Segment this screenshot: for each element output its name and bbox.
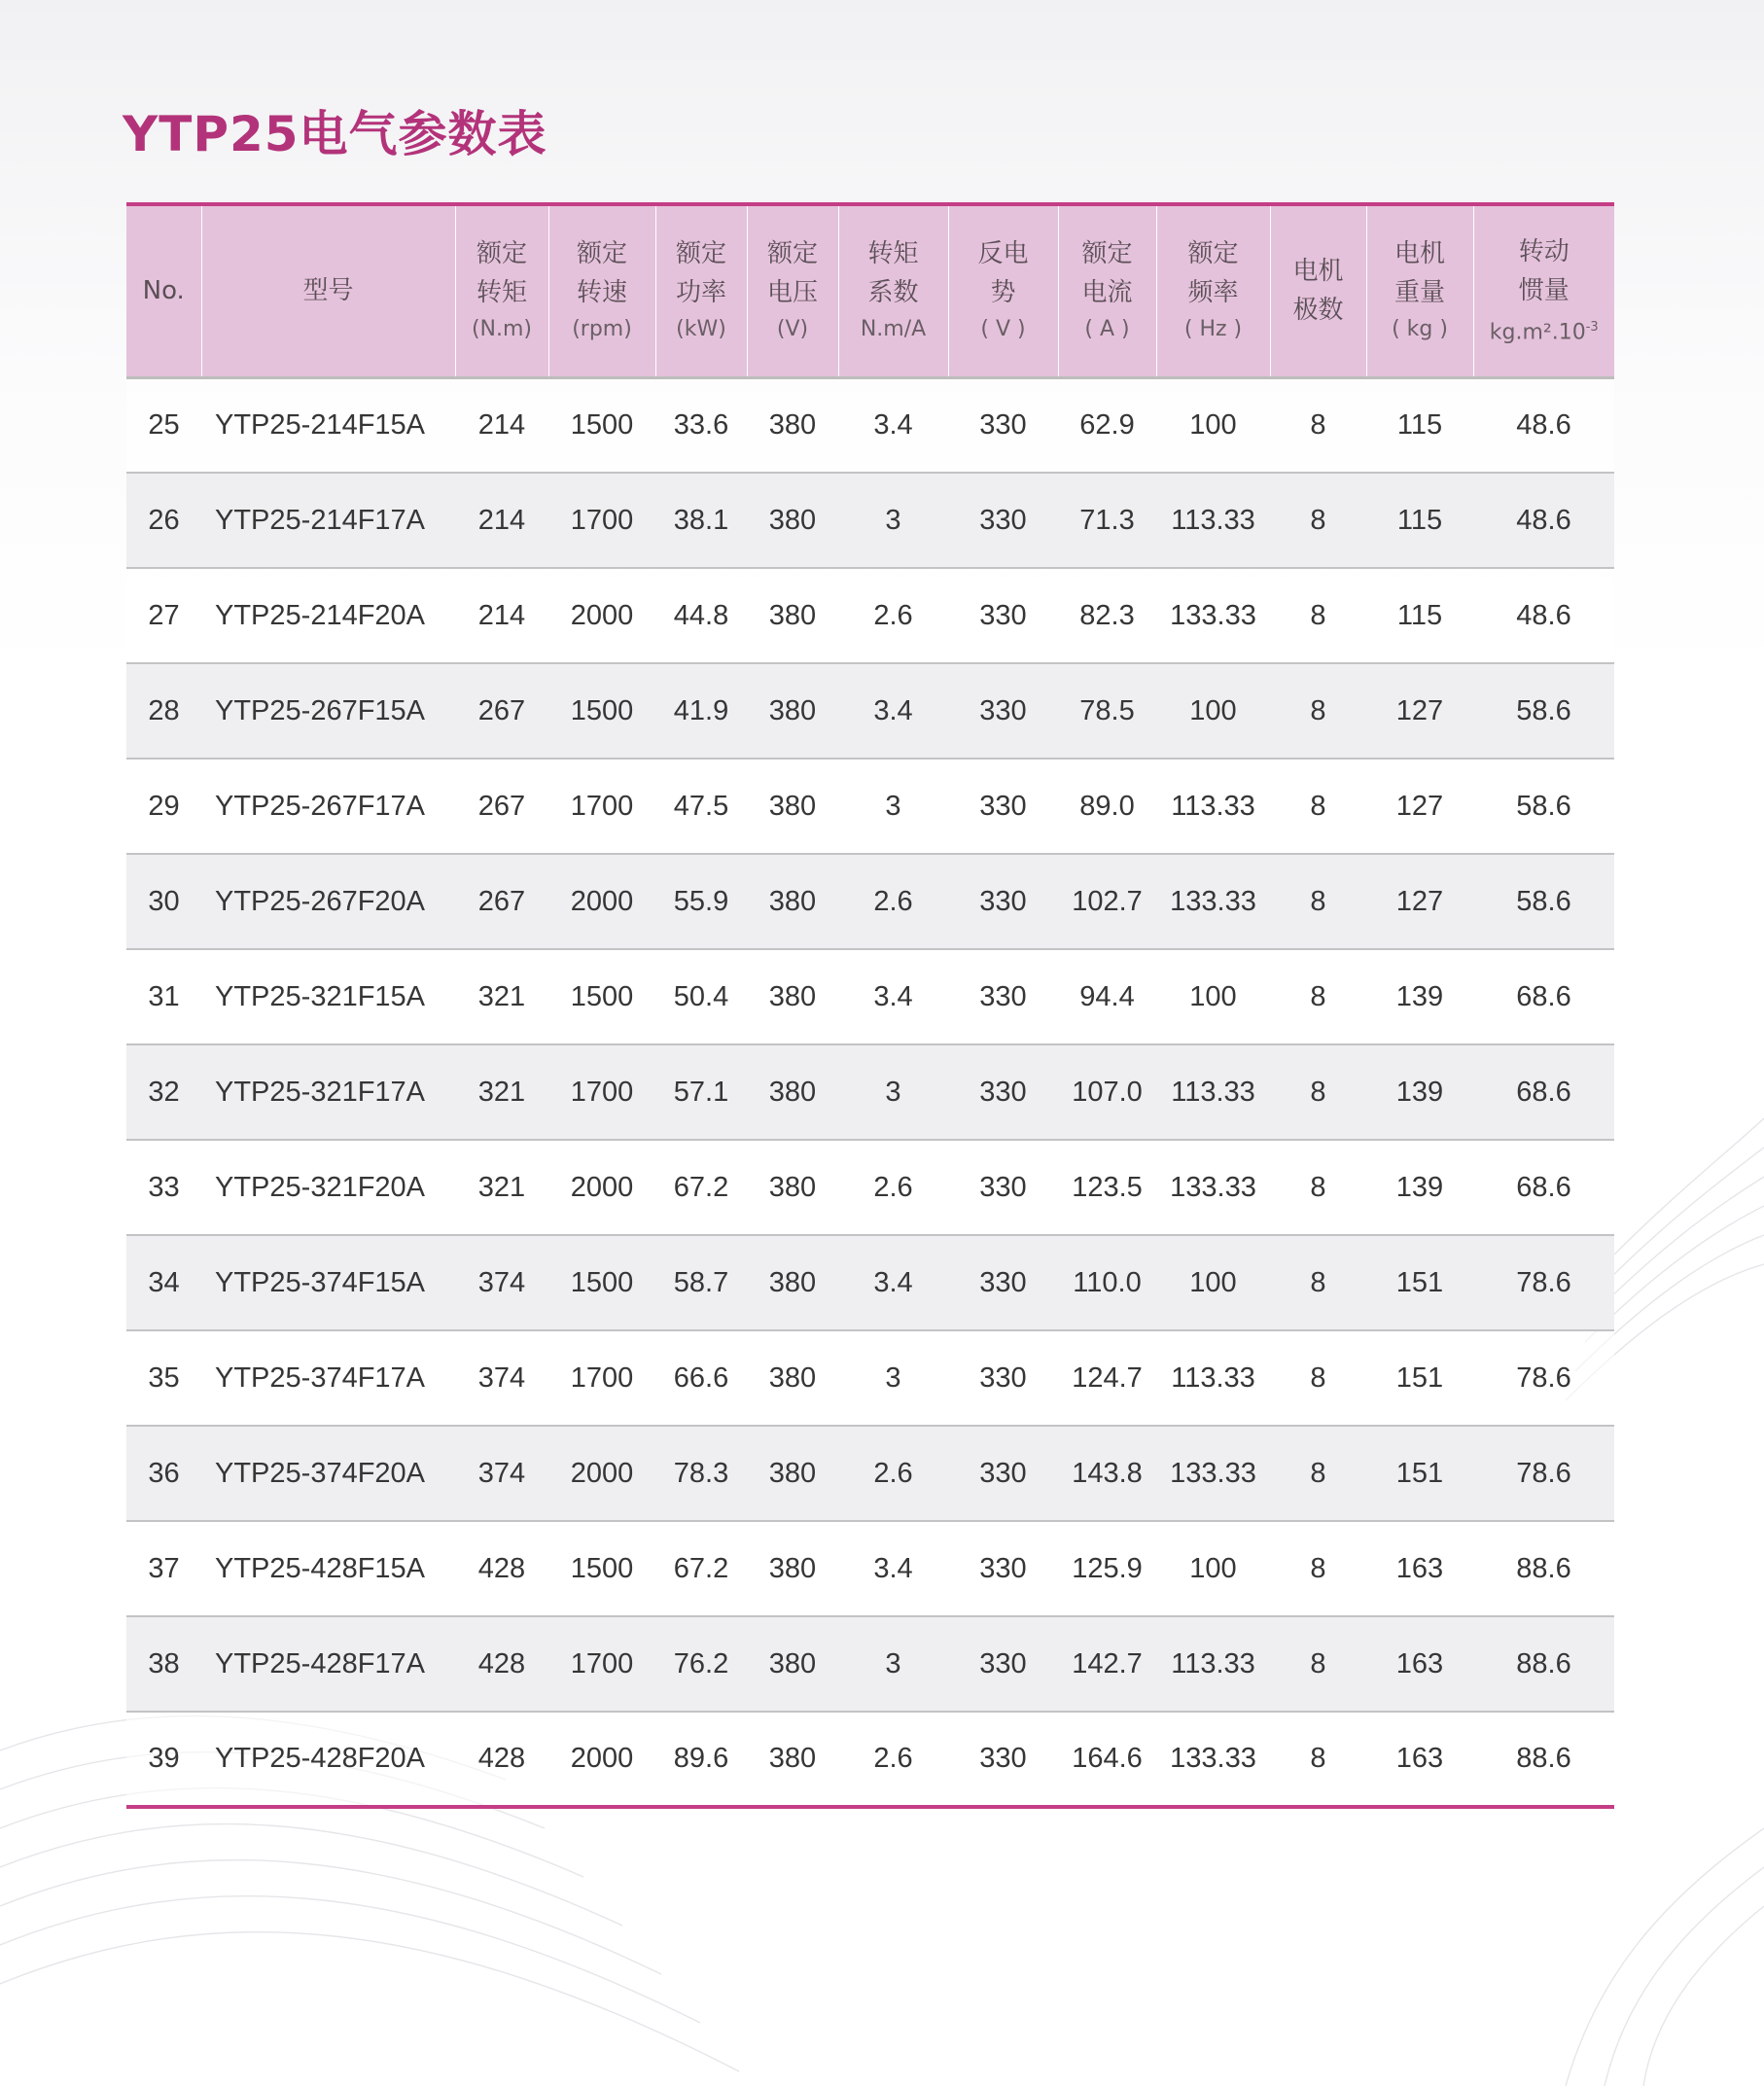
column-header-unit bbox=[456, 312, 548, 347]
cell-no: 39 bbox=[126, 1712, 201, 1807]
column-header-unit bbox=[1367, 312, 1473, 347]
cell-rated-torque: 428 bbox=[455, 1712, 548, 1807]
column-header-label: 系数 bbox=[867, 278, 919, 308]
column-header-label: 频率 bbox=[1187, 278, 1239, 308]
table-row bbox=[126, 568, 1614, 663]
unit-text: kg.m².10 bbox=[1489, 319, 1586, 344]
cell-rated-power: 67.2 bbox=[655, 1140, 747, 1235]
column-header-pole-count bbox=[1270, 204, 1366, 377]
cell-rated-power: 67.2 bbox=[655, 1521, 747, 1616]
cell-rated-current: 89.0 bbox=[1058, 759, 1156, 854]
cell-torque-coefficient: 2.6 bbox=[838, 1712, 948, 1807]
cell-rated-voltage: 380 bbox=[747, 377, 838, 473]
cell-pole-count: 8 bbox=[1270, 854, 1366, 949]
table-row bbox=[126, 473, 1614, 568]
cell-rated-speed: 2000 bbox=[548, 854, 655, 949]
table-header bbox=[126, 204, 1614, 377]
column-header-label: 电压 bbox=[766, 278, 818, 308]
cell-rotor-inertia: 88.6 bbox=[1473, 1521, 1614, 1616]
column-header-torque-coefficient bbox=[838, 204, 948, 377]
cell-back-emf: 330 bbox=[948, 1330, 1058, 1426]
unit-text: ( A ) bbox=[1084, 317, 1130, 342]
cell-pole-count: 8 bbox=[1270, 1712, 1366, 1807]
cell-pole-count: 8 bbox=[1270, 1426, 1366, 1521]
column-header-unit bbox=[1474, 310, 1615, 350]
cell-no: 38 bbox=[126, 1616, 201, 1712]
cell-no: 26 bbox=[126, 473, 201, 568]
cell-back-emf: 330 bbox=[948, 1426, 1058, 1521]
column-header-motor-weight bbox=[1366, 204, 1473, 377]
column-header-unit bbox=[839, 312, 948, 347]
cell-rated-power: 66.6 bbox=[655, 1330, 747, 1426]
cell-rated-frequency: 100 bbox=[1156, 949, 1270, 1044]
cell-rated-torque: 321 bbox=[455, 1044, 548, 1140]
cell-rated-current: 94.4 bbox=[1058, 949, 1156, 1044]
cell-back-emf: 330 bbox=[948, 473, 1058, 568]
cell-no: 31 bbox=[126, 949, 201, 1044]
cell-rated-power: 33.6 bbox=[655, 377, 747, 473]
cell-rated-frequency: 100 bbox=[1156, 377, 1270, 473]
column-header-back-emf bbox=[948, 204, 1058, 377]
cell-rated-torque: 267 bbox=[455, 663, 548, 759]
column-header-rated-frequency bbox=[1156, 204, 1270, 377]
page-title: YTP25电气参数表 bbox=[123, 106, 547, 162]
cell-rated-current: 62.9 bbox=[1058, 377, 1156, 473]
cell-no: 28 bbox=[126, 663, 201, 759]
unit-text: (rpm) bbox=[572, 317, 632, 342]
cell-rated-speed: 1700 bbox=[548, 1044, 655, 1140]
table-row bbox=[126, 759, 1614, 854]
cell-rated-voltage: 380 bbox=[747, 568, 838, 663]
cell-rated-voltage: 380 bbox=[747, 949, 838, 1044]
cell-pole-count: 8 bbox=[1270, 949, 1366, 1044]
cell-rated-speed: 1500 bbox=[548, 1521, 655, 1616]
cell-rated-frequency: 133.33 bbox=[1156, 1712, 1270, 1807]
cell-rotor-inertia: 58.6 bbox=[1473, 759, 1614, 854]
cell-rated-frequency: 133.33 bbox=[1156, 568, 1270, 663]
cell-rated-torque: 321 bbox=[455, 1140, 548, 1235]
table-row bbox=[126, 1616, 1614, 1712]
cell-no: 29 bbox=[126, 759, 201, 854]
cell-rated-frequency: 113.33 bbox=[1156, 473, 1270, 568]
cell-rated-speed: 2000 bbox=[548, 1712, 655, 1807]
cell-rated-current: 71.3 bbox=[1058, 473, 1156, 568]
cell-rated-current: 102.7 bbox=[1058, 854, 1156, 949]
cell-model: YTP25-214F15A bbox=[201, 377, 455, 473]
table-row bbox=[126, 1426, 1614, 1521]
cell-no: 35 bbox=[126, 1330, 201, 1426]
column-header-rated-torque bbox=[455, 204, 548, 377]
cell-rated-voltage: 380 bbox=[747, 854, 838, 949]
cell-rated-voltage: 380 bbox=[747, 1140, 838, 1235]
cell-motor-weight: 163 bbox=[1366, 1712, 1473, 1807]
cell-torque-coefficient: 3.4 bbox=[838, 1235, 948, 1330]
cell-rated-voltage: 380 bbox=[747, 663, 838, 759]
column-header-unit bbox=[656, 312, 747, 347]
table-row bbox=[126, 1140, 1614, 1235]
cell-pole-count: 8 bbox=[1270, 473, 1366, 568]
cell-rated-current: 164.6 bbox=[1058, 1712, 1156, 1807]
column-header-label: 电机 bbox=[1292, 257, 1344, 287]
cell-rated-power: 41.9 bbox=[655, 663, 747, 759]
cell-rated-torque: 428 bbox=[455, 1521, 548, 1616]
cell-back-emf: 330 bbox=[948, 949, 1058, 1044]
column-header-rated-current bbox=[1058, 204, 1156, 377]
cell-rated-voltage: 380 bbox=[747, 1044, 838, 1140]
cell-motor-weight: 127 bbox=[1366, 854, 1473, 949]
table-row bbox=[126, 1235, 1614, 1330]
cell-motor-weight: 163 bbox=[1366, 1616, 1473, 1712]
cell-no: 27 bbox=[126, 568, 201, 663]
cell-pole-count: 8 bbox=[1270, 568, 1366, 663]
cell-rated-speed: 1700 bbox=[548, 473, 655, 568]
unit-text: (V) bbox=[776, 317, 809, 342]
column-header-label: 额定 bbox=[476, 239, 527, 269]
cell-motor-weight: 127 bbox=[1366, 663, 1473, 759]
table-row bbox=[126, 1712, 1614, 1807]
cell-motor-weight: 139 bbox=[1366, 949, 1473, 1044]
column-header-label: 额定 bbox=[1187, 239, 1239, 269]
column-header-label: 反电 bbox=[977, 239, 1029, 269]
table-row bbox=[126, 1044, 1614, 1140]
cell-rated-frequency: 133.33 bbox=[1156, 1426, 1270, 1521]
cell-rated-frequency: 133.33 bbox=[1156, 854, 1270, 949]
unit-exponent: -3 bbox=[1585, 319, 1599, 335]
column-header-label: 功率 bbox=[675, 278, 726, 308]
cell-rated-torque: 374 bbox=[455, 1426, 548, 1521]
table-row bbox=[126, 854, 1614, 949]
cell-pole-count: 8 bbox=[1270, 663, 1366, 759]
cell-torque-coefficient: 2.6 bbox=[838, 854, 948, 949]
cell-model: YTP25-267F15A bbox=[201, 663, 455, 759]
cell-back-emf: 330 bbox=[948, 1235, 1058, 1330]
cell-rated-speed: 1500 bbox=[548, 1235, 655, 1330]
cell-rated-current: 124.7 bbox=[1058, 1330, 1156, 1426]
cell-no: 32 bbox=[126, 1044, 201, 1140]
column-header-unit bbox=[748, 312, 838, 347]
cell-rated-frequency: 113.33 bbox=[1156, 1330, 1270, 1426]
cell-rated-frequency: 133.33 bbox=[1156, 1140, 1270, 1235]
cell-rated-current: 110.0 bbox=[1058, 1235, 1156, 1330]
cell-torque-coefficient: 3.4 bbox=[838, 1521, 948, 1616]
column-header-unit bbox=[949, 312, 1058, 347]
cell-model: YTP25-214F17A bbox=[201, 473, 455, 568]
cell-torque-coefficient: 3.4 bbox=[838, 663, 948, 759]
cell-rated-power: 47.5 bbox=[655, 759, 747, 854]
column-header-label: 电流 bbox=[1081, 278, 1133, 308]
cell-rated-torque: 374 bbox=[455, 1330, 548, 1426]
cell-rotor-inertia: 48.6 bbox=[1473, 473, 1614, 568]
cell-no: 34 bbox=[126, 1235, 201, 1330]
cell-rated-current: 78.5 bbox=[1058, 663, 1156, 759]
unit-text: N.m/A bbox=[860, 317, 927, 342]
cell-motor-weight: 115 bbox=[1366, 568, 1473, 663]
unit-text: (N.m) bbox=[471, 317, 533, 342]
cell-rated-power: 44.8 bbox=[655, 568, 747, 663]
column-header-label: 额定 bbox=[675, 239, 726, 269]
cell-rotor-inertia: 58.6 bbox=[1473, 854, 1614, 949]
table-row bbox=[126, 1330, 1614, 1426]
cell-back-emf: 330 bbox=[948, 1616, 1058, 1712]
table-row bbox=[126, 377, 1614, 473]
cell-rated-speed: 1500 bbox=[548, 949, 655, 1044]
cell-rated-torque: 374 bbox=[455, 1235, 548, 1330]
column-header-model bbox=[201, 204, 455, 377]
cell-pole-count: 8 bbox=[1270, 1140, 1366, 1235]
column-header-label: 重量 bbox=[1394, 278, 1445, 308]
cell-rated-speed: 2000 bbox=[548, 1140, 655, 1235]
cell-rated-power: 89.6 bbox=[655, 1712, 747, 1807]
cell-rated-speed: 1500 bbox=[548, 377, 655, 473]
cell-torque-coefficient: 3 bbox=[838, 759, 948, 854]
cell-rated-power: 78.3 bbox=[655, 1426, 747, 1521]
cell-model: YTP25-267F17A bbox=[201, 759, 455, 854]
cell-model: YTP25-321F15A bbox=[201, 949, 455, 1044]
unit-text: ( kg ) bbox=[1392, 317, 1448, 342]
cell-motor-weight: 115 bbox=[1366, 377, 1473, 473]
cell-pole-count: 8 bbox=[1270, 377, 1366, 473]
cell-model: YTP25-428F15A bbox=[201, 1521, 455, 1616]
cell-motor-weight: 127 bbox=[1366, 759, 1473, 854]
cell-rotor-inertia: 48.6 bbox=[1473, 568, 1614, 663]
cell-pole-count: 8 bbox=[1270, 1330, 1366, 1426]
cell-rated-torque: 214 bbox=[455, 377, 548, 473]
column-header-unit bbox=[1059, 312, 1156, 347]
cell-rated-voltage: 380 bbox=[747, 473, 838, 568]
cell-rated-power: 76.2 bbox=[655, 1616, 747, 1712]
cell-rated-speed: 1700 bbox=[548, 1616, 655, 1712]
cell-motor-weight: 151 bbox=[1366, 1235, 1473, 1330]
cell-rotor-inertia: 68.6 bbox=[1473, 949, 1614, 1044]
cell-rated-power: 58.7 bbox=[655, 1235, 747, 1330]
column-header-label: 极数 bbox=[1292, 296, 1344, 326]
cell-rotor-inertia: 48.6 bbox=[1473, 377, 1614, 473]
cell-model: YTP25-428F20A bbox=[201, 1712, 455, 1807]
column-header-label: 势 bbox=[990, 278, 1016, 308]
cell-rated-power: 38.1 bbox=[655, 473, 747, 568]
cell-rated-current: 107.0 bbox=[1058, 1044, 1156, 1140]
cell-back-emf: 330 bbox=[948, 377, 1058, 473]
cell-rated-torque: 214 bbox=[455, 568, 548, 663]
cell-rated-voltage: 380 bbox=[747, 759, 838, 854]
unit-text: ( Hz ) bbox=[1183, 317, 1243, 342]
cell-back-emf: 330 bbox=[948, 568, 1058, 663]
cell-rated-frequency: 113.33 bbox=[1156, 759, 1270, 854]
cell-rated-power: 55.9 bbox=[655, 854, 747, 949]
cell-rated-torque: 267 bbox=[455, 759, 548, 854]
cell-rated-current: 123.5 bbox=[1058, 1140, 1156, 1235]
cell-motor-weight: 139 bbox=[1366, 1044, 1473, 1140]
column-header-rated-power bbox=[655, 204, 747, 377]
cell-no: 36 bbox=[126, 1426, 201, 1521]
column-header-rotor-inertia bbox=[1473, 204, 1614, 377]
cell-rated-voltage: 380 bbox=[747, 1712, 838, 1807]
cell-no: 37 bbox=[126, 1521, 201, 1616]
unit-text: ( V ) bbox=[980, 317, 1026, 342]
unit-text: (kW) bbox=[676, 317, 726, 342]
cell-torque-coefficient: 3.4 bbox=[838, 377, 948, 473]
cell-model: YTP25-374F20A bbox=[201, 1426, 455, 1521]
cell-rotor-inertia: 68.6 bbox=[1473, 1140, 1614, 1235]
cell-rated-torque: 267 bbox=[455, 854, 548, 949]
cell-no: 25 bbox=[126, 377, 201, 473]
cell-rotor-inertia: 68.6 bbox=[1473, 1044, 1614, 1140]
cell-rated-frequency: 113.33 bbox=[1156, 1044, 1270, 1140]
cell-pole-count: 8 bbox=[1270, 759, 1366, 854]
column-header-label: 转矩 bbox=[476, 278, 527, 308]
cell-rated-speed: 1700 bbox=[548, 759, 655, 854]
cell-model: YTP25-321F17A bbox=[201, 1044, 455, 1140]
cell-rated-frequency: 113.33 bbox=[1156, 1616, 1270, 1712]
column-header-label: No. bbox=[142, 276, 185, 306]
cell-rated-torque: 214 bbox=[455, 473, 548, 568]
cell-model: YTP25-374F17A bbox=[201, 1330, 455, 1426]
cell-pole-count: 8 bbox=[1270, 1521, 1366, 1616]
cell-model: YTP25-267F20A bbox=[201, 854, 455, 949]
cell-torque-coefficient: 3 bbox=[838, 1330, 948, 1426]
column-header-unit bbox=[549, 312, 655, 347]
cell-model: YTP25-374F15A bbox=[201, 1235, 455, 1330]
cell-model: YTP25-214F20A bbox=[201, 568, 455, 663]
table-body bbox=[126, 377, 1614, 1807]
column-header-no bbox=[126, 204, 201, 377]
cell-model: YTP25-428F17A bbox=[201, 1616, 455, 1712]
cell-rated-voltage: 380 bbox=[747, 1235, 838, 1330]
cell-motor-weight: 151 bbox=[1366, 1330, 1473, 1426]
cell-back-emf: 330 bbox=[948, 1712, 1058, 1807]
column-header-label: 转动 bbox=[1518, 236, 1570, 266]
cell-rated-frequency: 100 bbox=[1156, 663, 1270, 759]
cell-back-emf: 330 bbox=[948, 759, 1058, 854]
cell-rated-voltage: 380 bbox=[747, 1330, 838, 1426]
column-header-label: 电机 bbox=[1394, 239, 1445, 269]
cell-torque-coefficient: 3 bbox=[838, 1044, 948, 1140]
cell-torque-coefficient: 3.4 bbox=[838, 949, 948, 1044]
column-header-rated-speed bbox=[548, 204, 655, 377]
cell-rated-speed: 1500 bbox=[548, 663, 655, 759]
cell-back-emf: 330 bbox=[948, 663, 1058, 759]
cell-rotor-inertia: 58.6 bbox=[1473, 663, 1614, 759]
cell-torque-coefficient: 3 bbox=[838, 1616, 948, 1712]
header-row bbox=[126, 204, 1614, 377]
cell-rated-frequency: 100 bbox=[1156, 1521, 1270, 1616]
cell-back-emf: 330 bbox=[948, 1044, 1058, 1140]
cell-no: 30 bbox=[126, 854, 201, 949]
column-header-label: 惯量 bbox=[1518, 275, 1570, 305]
cell-rated-torque: 321 bbox=[455, 949, 548, 1044]
electrical-parameter-table bbox=[126, 202, 1614, 1809]
cell-rated-voltage: 380 bbox=[747, 1616, 838, 1712]
table-row bbox=[126, 1521, 1614, 1616]
cell-rated-current: 143.8 bbox=[1058, 1426, 1156, 1521]
cell-rated-speed: 1700 bbox=[548, 1330, 655, 1426]
column-header-label: 转速 bbox=[576, 278, 627, 308]
table-row bbox=[126, 949, 1614, 1044]
table-row bbox=[126, 663, 1614, 759]
cell-rotor-inertia: 78.6 bbox=[1473, 1426, 1614, 1521]
column-header-label: 转矩 bbox=[867, 239, 919, 269]
cell-motor-weight: 115 bbox=[1366, 473, 1473, 568]
cell-rated-speed: 2000 bbox=[548, 1426, 655, 1521]
cell-rotor-inertia: 78.6 bbox=[1473, 1330, 1614, 1426]
column-header-label: 额定 bbox=[576, 239, 627, 269]
column-header-rated-voltage bbox=[747, 204, 838, 377]
cell-torque-coefficient: 2.6 bbox=[838, 1426, 948, 1521]
cell-rated-torque: 428 bbox=[455, 1616, 548, 1712]
cell-motor-weight: 163 bbox=[1366, 1521, 1473, 1616]
cell-torque-coefficient: 2.6 bbox=[838, 568, 948, 663]
column-header-unit bbox=[1157, 312, 1270, 347]
cell-torque-coefficient: 3 bbox=[838, 473, 948, 568]
cell-torque-coefficient: 2.6 bbox=[838, 1140, 948, 1235]
cell-pole-count: 8 bbox=[1270, 1616, 1366, 1712]
cell-rated-frequency: 100 bbox=[1156, 1235, 1270, 1330]
cell-model: YTP25-321F20A bbox=[201, 1140, 455, 1235]
cell-motor-weight: 139 bbox=[1366, 1140, 1473, 1235]
cell-no: 33 bbox=[126, 1140, 201, 1235]
column-header-label: 型号 bbox=[302, 276, 354, 306]
cell-pole-count: 8 bbox=[1270, 1044, 1366, 1140]
cell-rated-power: 50.4 bbox=[655, 949, 747, 1044]
cell-rated-speed: 2000 bbox=[548, 568, 655, 663]
cell-back-emf: 330 bbox=[948, 1521, 1058, 1616]
cell-back-emf: 330 bbox=[948, 1140, 1058, 1235]
column-header-label: 额定 bbox=[766, 239, 818, 269]
cell-pole-count: 8 bbox=[1270, 1235, 1366, 1330]
cell-rotor-inertia: 88.6 bbox=[1473, 1712, 1614, 1807]
cell-rated-voltage: 380 bbox=[747, 1426, 838, 1521]
cell-back-emf: 330 bbox=[948, 854, 1058, 949]
cell-rotor-inertia: 78.6 bbox=[1473, 1235, 1614, 1330]
cell-rated-power: 57.1 bbox=[655, 1044, 747, 1140]
cell-rated-voltage: 380 bbox=[747, 1521, 838, 1616]
cell-motor-weight: 151 bbox=[1366, 1426, 1473, 1521]
column-header-label: 额定 bbox=[1081, 239, 1133, 269]
cell-rotor-inertia: 88.6 bbox=[1473, 1616, 1614, 1712]
cell-rated-current: 142.7 bbox=[1058, 1616, 1156, 1712]
cell-rated-current: 82.3 bbox=[1058, 568, 1156, 663]
cell-rated-current: 125.9 bbox=[1058, 1521, 1156, 1616]
